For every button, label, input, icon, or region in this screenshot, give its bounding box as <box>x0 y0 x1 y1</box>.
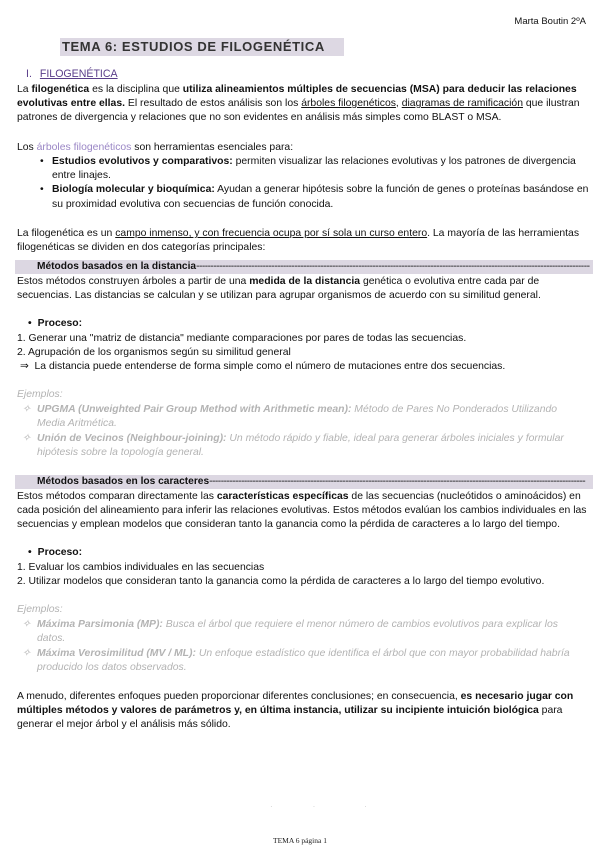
distance-process-label: • Proceso: <box>28 318 82 329</box>
faint-marks: · · · <box>270 802 367 811</box>
distance-heading-bar: Métodos basados en la distancia---------------------------------------------------------------------------------------------------------------------------------------- <box>15 260 593 274</box>
list-item: ✧ Máxima Verosimilitud (MV / ML): Un enfoque estadístico que identifica el árbol que con mayor probabilidad habría producido los datos observados. <box>22 648 570 674</box>
page-footer: TEMA 6 página 1 <box>273 836 327 845</box>
distance-step-2: 2. Agrupación de los organismos según su similitud general <box>17 347 291 358</box>
distance-paragraph: Estos métodos construyen árboles a partir de una medida de la distancia genética o evolutiva entre cada par de secuencias. Las distancias se calculan y se utilizan para agrupar organismos de acuerdo con su similitud general. <box>17 276 541 302</box>
characters-paragraph: Estos métodos comparan directamente las características específicas de las secuencias (nucleótidos o aminoácidos) en cada posición del alineamiento para inferir las relaciones evolutivas. Estos métodos evalúan los cambios individuales en las secuencias y emplean modelos que consideran tanto la ganancia como la pérdida de caracteres a lo largo del tiempo. <box>17 491 587 531</box>
tools-list <box>40 155 590 212</box>
list-item: • Biología molecular y bioquímica: Ayudan a generar hipótesis sobre la función de genes o proteínas basándose en su proximidad evolutiva con secuencias de función conocida. <box>40 183 590 211</box>
section-heading <box>26 68 118 80</box>
list-item: ✧ Máxima Parsimonia (MP): Busca el árbol que requiere el menor número de cambios evolutivos para explicar los datos. <box>22 619 558 645</box>
characters-step-2: 2. Utilizar modelos que consideran tanto la ganancia como la pérdida de caracteres a lo largo del tiempo evolutivo. <box>17 576 545 587</box>
distance-note: ⇒ La distancia puede entenderse de forma simple como el número de mutaciones entre dos secuencias. <box>20 361 506 372</box>
diamond-star-icon: ✧ <box>22 433 31 444</box>
page-title: TEMA 6: ESTUDIOS DE FILOGENÉTICA <box>60 38 344 56</box>
author-name: Marta Boutin 2ºA <box>514 16 586 27</box>
characters-process-label: • Proceso: <box>28 547 82 558</box>
intro-paragraph: La filogenética es la disciplina que utiliza alineamientos múltiples de secuencias (MSA) para deducir las relaciones evolutivas entre ellas. El resultado de estos análisis son los árboles filogenéticos, diagramas de ramificación que ilustran patrones de divergencia y relaciones que no son evidentes en análisis más simples como BLAST o MSA. <box>17 84 580 124</box>
diamond-star-icon: ✧ <box>22 619 31 630</box>
characters-step-1: 1. Evaluar los cambios individuales en las secuencias <box>17 562 265 573</box>
distance-step-1: 1. Generar una "matriz de distancia" mediante comparaciones por pares de todas las secuencias. <box>17 333 467 344</box>
conclusion-paragraph: A menudo, diferentes enfoques pueden proporcionar diferentes conclusiones; en consecuencia, es necesario jugar con múltiples métodos y valores de parámetros y, en última instancia, utilizar su incipiente intuición biológica para generar el mejor árbol y el análisis más sólido. <box>17 691 574 731</box>
distance-examples-label: Ejemplos: <box>17 389 63 400</box>
diamond-star-icon: ✧ <box>22 404 31 415</box>
section-number: I. <box>26 68 32 80</box>
field-paragraph: La filogenética es un campo inmenso, y con frecuencia ocupa por sí sola un curso entero. La mayoría de las herramientas filogenéticas se dividen en dos categorías principales: <box>17 228 580 254</box>
list-item: ✧ Unión de Vecinos (Neighbour-joining): Un método rápido y fiable, ideal para generar árboles iniciales y formular hipótesis sobre la topología general. <box>22 433 564 459</box>
characters-heading-bar: Métodos basados en los caracteres---------------------------------------------------------------------------------------------------------------------------------- <box>15 475 593 489</box>
tools-intro: Los árboles filogenéticos son herramientas esenciales para: <box>17 142 294 153</box>
list-item: • Estudios evolutivos y comparativos: permiten visualizar las relaciones evolutivas y los patrones de divergencia entre linajes. <box>40 155 590 183</box>
list-item: ✧ UPGMA (Unweighted Pair Group Method with Arithmetic mean): Método de Pares No Ponderados Utilizando Media Aritmética. <box>22 404 558 430</box>
arrow-icon: ⇒ <box>20 361 29 372</box>
characters-examples-label: Ejemplos: <box>17 604 63 615</box>
diamond-star-icon: ✧ <box>22 648 31 659</box>
section-label: FILOGENÉTICA <box>39 68 118 80</box>
